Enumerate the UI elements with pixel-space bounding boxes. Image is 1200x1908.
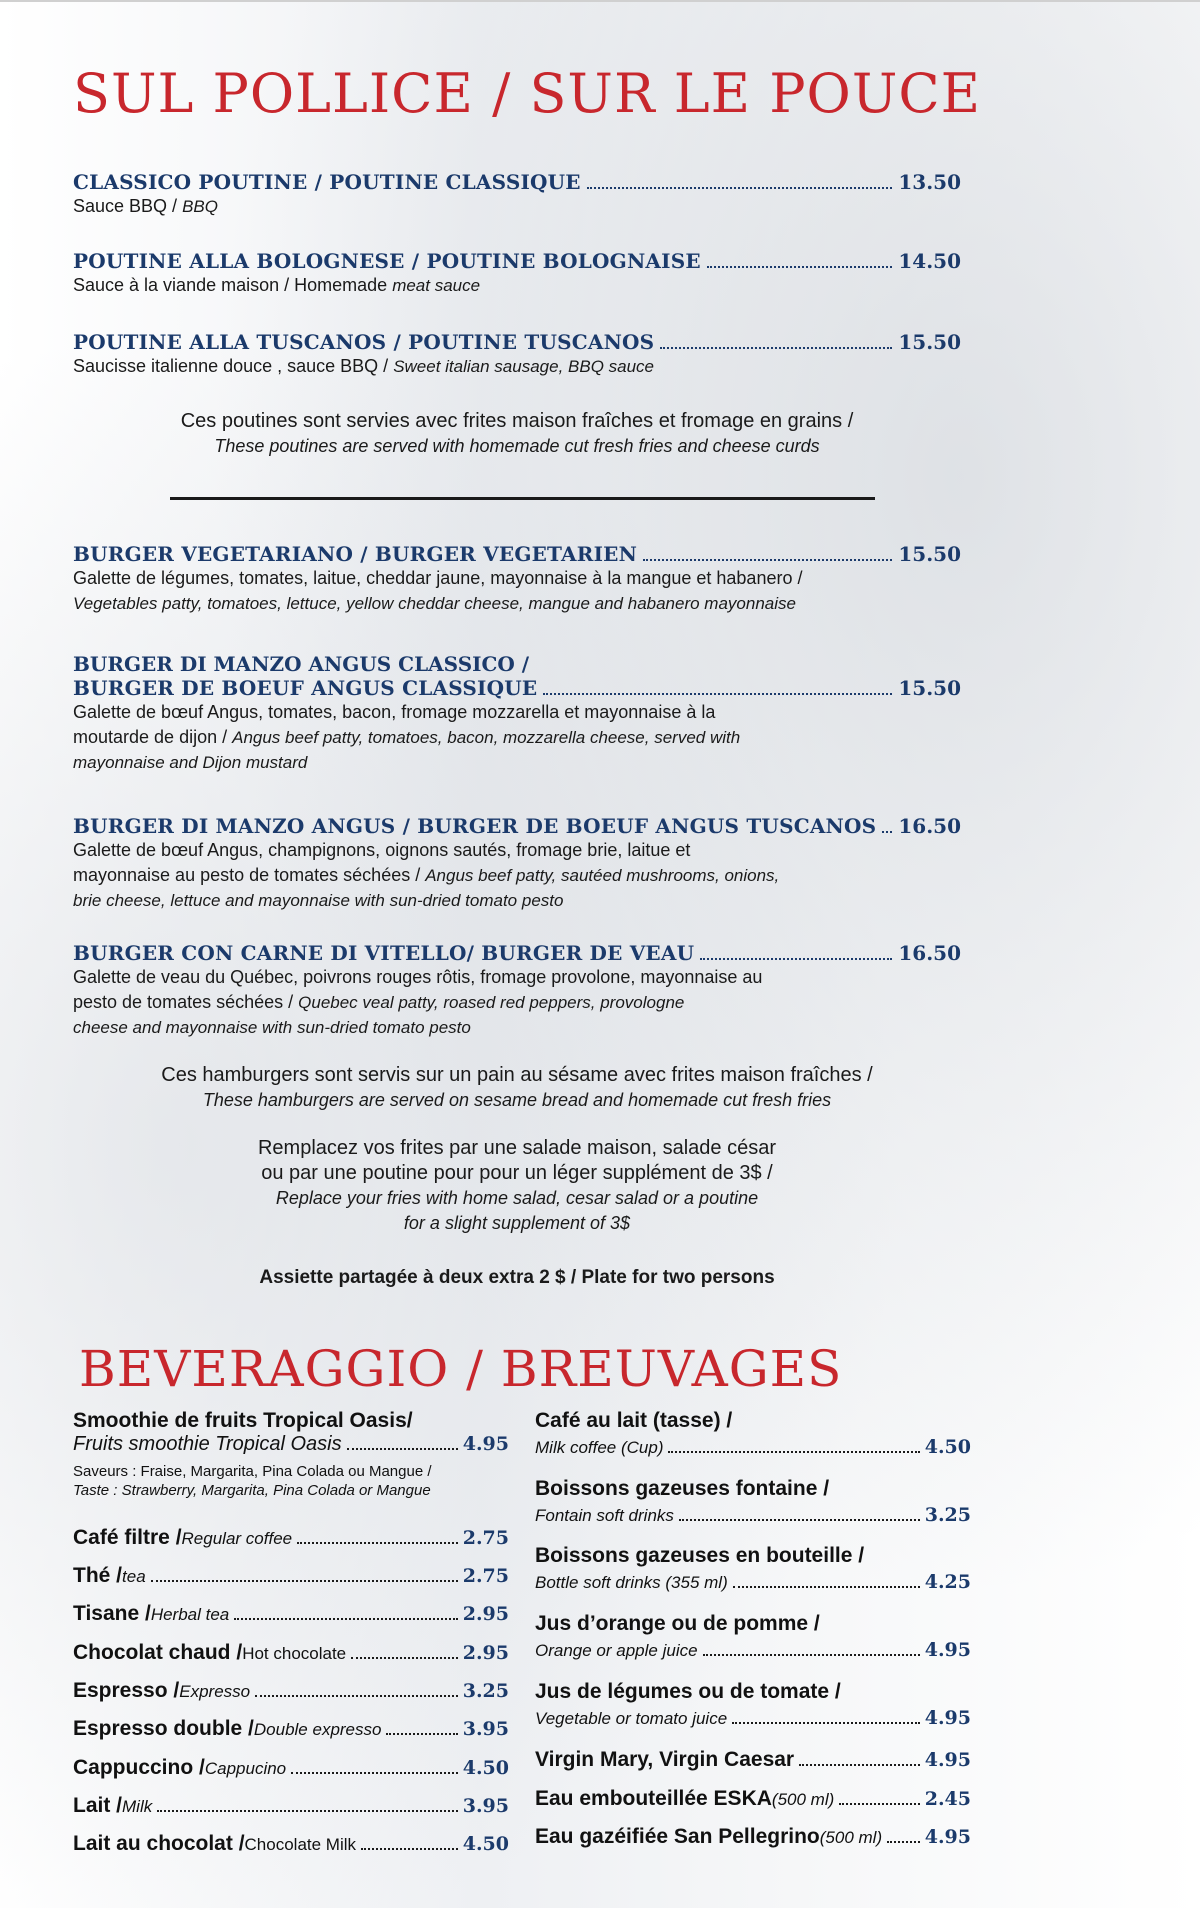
menu-item-burger-angus-classique (73, 652, 961, 775)
item-description: Galette de bœuf Angus, champignons, oignons sautés, fromage brie, laitue et mayonnaise au pesto de tomates séchées / Angus beef patty, sautéed mushrooms, onions, brie cheese, lettuce and mayonnaise with sun-dried tomato pesto (73, 840, 780, 910)
item-name: BURGER VEGETARIANO / BURGER VEGETARIEN (73, 542, 638, 566)
drink-subtitle: Milk (122, 1797, 153, 1816)
drink-name: Eau gazéifiée San Pellegrino (535, 1825, 820, 1848)
leader-dots (234, 1617, 457, 1620)
leader-dots (707, 265, 893, 268)
leader-dots (255, 1694, 458, 1697)
drink-name: Espresso double / (73, 1717, 254, 1740)
leader-dots (882, 830, 892, 833)
drink-smoothie (73, 1409, 509, 1500)
drink-subtitle: Orange or apple juice (535, 1641, 698, 1660)
leader-dots (799, 1763, 920, 1766)
drink-jus-orange (535, 1612, 971, 1661)
item-price: 15.50 (898, 330, 961, 354)
item-name: POUTINE ALLA BOLOGNESE / POUTINE BOLOGNAISE (73, 249, 701, 273)
drink-name: Lait / (73, 1794, 123, 1817)
item-name: BURGER CON CARNE DI VITELLO/ BURGER DE VEAU (73, 941, 695, 965)
leader-dots (351, 1656, 458, 1659)
replace-fries-note: Remplacez vos frites par une salade maison, salade césar ou par une poutine pour pour un léger supplément de 3$ / Replace your fries with home salad, cesar salad or a poutine for a slight supplement of 3$ (257, 1137, 777, 1233)
burger-note: Ces hamburgers sont servis sur un pain au sésame avec frites maison fraîches / These hamburgers are served on sesame bread and homemade cut fresh fries (161, 1064, 873, 1110)
drink-gazeuses-fontaine (535, 1477, 971, 1526)
drink-gazeuses-bouteille (535, 1544, 971, 1593)
drink-name: Virgin Mary, Virgin Caesar (535, 1748, 795, 1771)
menu-item-burger-angus-tuscanos (73, 814, 961, 913)
drink-espresso (73, 1679, 509, 1703)
drink-price: 4.25 (924, 1571, 971, 1593)
item-price: 15.50 (898, 676, 961, 700)
leader-dots (543, 692, 892, 695)
item-description: Galette de veau du Québec, poivrons rouges rôtis, fromage provolone, mayonnaise au pesto de tomates séchées / Quebec veal patty, roased red peppers, provologne cheese and mayonnaise with sun-dried tomato pesto (73, 967, 763, 1037)
section-divider (170, 497, 875, 500)
drink-subtitle: Chocolate Milk (244, 1835, 357, 1854)
item-description: Galette de bœuf Angus, tomates, bacon, fromage mozzarella et mayonnaise à la moutarde de dijon / Angus beef patty, tomatoes, bacon, mozzarella cheese, served with mayonnaise and Dijon mustard (73, 702, 741, 772)
section-title-sur-le-pouce: SUL POLLICE / SUR LE POUCE (73, 62, 982, 125)
item-name: BURGER DI MANZO ANGUS / BURGER DE BOEUF ANGUS TUSCANOS (73, 814, 877, 838)
drink-name: Boissons gazeuses fontaine / (535, 1477, 830, 1500)
item-name: CLASSICO POUTINE / POUTINE CLASSIQUE (73, 170, 581, 194)
menu-item-poutine-tuscanos (73, 330, 961, 379)
leader-dots (361, 1847, 458, 1850)
drink-price: 2.45 (924, 1788, 971, 1810)
leader-dots (732, 1721, 920, 1724)
item-description: Galette de légumes, tomates, laitue, cheddar jaune, mayonnaise à la mangue et habanero / Vegetables patty, tomatoes, lettuce, yellow cheddar cheese, mangue and habanero mayonnaise (73, 568, 803, 613)
drink-price: 4.95 (924, 1826, 971, 1848)
drink-name: Lait au chocolat / (73, 1832, 245, 1855)
drink-name: Café filtre / (73, 1526, 182, 1549)
drink-name: Chocolat chaud / (73, 1641, 243, 1664)
drink-lait-chocolat (73, 1832, 509, 1856)
drink-lait (73, 1794, 509, 1818)
item-price: 16.50 (898, 814, 961, 838)
leader-dots (887, 1840, 920, 1843)
drink-subtitle: Expresso (179, 1682, 251, 1701)
drink-subtitle: Fontain soft drinks (535, 1506, 674, 1525)
drink-cafe-au-lait (535, 1409, 971, 1458)
leader-dots (703, 1653, 920, 1656)
drink-subtitle: Fruits smoothie Tropical Oasis (73, 1433, 342, 1455)
drink-jus-legumes (535, 1680, 971, 1729)
drink-subtitle: Herbal tea (150, 1605, 230, 1624)
drink-subtitle: Hot chocolate (242, 1644, 347, 1663)
poutine-note: Ces poutines sont servies avec frites maison fraîches et fromage en grains / These poutines are served with homemade cut fresh fries and cheese curds (180, 410, 854, 456)
menu-item-poutine-bolognaise (73, 249, 961, 298)
item-price: 14.50 (898, 249, 961, 273)
drink-eau-eska (535, 1787, 971, 1811)
leader-dots (291, 1771, 458, 1774)
drink-name: Boissons gazeuses en bouteille / (535, 1544, 865, 1567)
item-description: Sauce à la viande maison / Homemade meat sauce (73, 275, 481, 295)
leader-dots (151, 1579, 458, 1582)
drink-subtitle: Vegetable or tomato juice (535, 1709, 728, 1728)
drink-subtitle: Cappucino (204, 1759, 287, 1778)
drink-name: Smoothie de fruits Tropical Oasis/ (73, 1409, 413, 1432)
drink-price: 4.50 (462, 1833, 509, 1855)
drink-price: 3.95 (462, 1718, 509, 1740)
drink-subtitle: Regular coffee (181, 1529, 293, 1548)
leader-dots (347, 1447, 458, 1450)
leader-dots (668, 1450, 919, 1453)
drink-price: 3.25 (924, 1504, 971, 1526)
drink-subtitle: Double expresso (253, 1720, 382, 1739)
drink-tisane (73, 1602, 509, 1626)
drink-name: Jus de légumes ou de tomate / (535, 1680, 841, 1703)
drink-name: Espresso / (73, 1679, 180, 1702)
leader-dots (839, 1802, 919, 1805)
item-description: Sauce BBQ / BBQ (73, 196, 218, 216)
drink-san-pellegrino (535, 1825, 971, 1849)
drink-price: 3.95 (462, 1795, 509, 1817)
leader-dots (733, 1585, 920, 1588)
drink-price: 4.95 (924, 1707, 971, 1729)
drink-price: 2.75 (462, 1565, 509, 1587)
leader-dots (679, 1518, 920, 1521)
drink-name: Tisane / (73, 1602, 151, 1625)
drink-name: Café au lait (tasse) / (535, 1409, 733, 1432)
drink-price: 4.50 (924, 1436, 971, 1458)
drink-subtitle: Bottle soft drinks (355 ml) (535, 1573, 728, 1592)
smoothie-flavors: Saveurs : Fraise, Margarita, Pina Colada ou Mangue / Taste : Strawberry, Margarita, Pina Colada or Mangue (73, 1463, 432, 1499)
leader-dots (297, 1541, 458, 1544)
drink-price: 2.75 (462, 1527, 509, 1549)
section-title-breuvages: BEVERAGGIO / BREUVAGES (79, 1340, 843, 1398)
drink-espresso-double (73, 1717, 509, 1741)
item-price: 13.50 (898, 170, 961, 194)
leader-dots (660, 346, 892, 349)
drink-name: Cappuccino / (73, 1756, 205, 1779)
drink-virgin-mary (535, 1748, 971, 1772)
leader-dots (643, 558, 892, 561)
drink-price: 4.50 (462, 1757, 509, 1779)
drink-subtitle: (500 ml) (819, 1828, 883, 1847)
leader-dots (700, 957, 892, 960)
item-price: 15.50 (898, 542, 961, 566)
drink-cappuccino (73, 1756, 509, 1780)
item-price: 16.50 (898, 941, 961, 965)
drink-subtitle: (500 ml) (771, 1790, 835, 1809)
drink-cafe-filtre (73, 1526, 509, 1550)
menu-item-burger-de-veau (73, 941, 961, 1040)
menu-item-poutine-classique (73, 170, 961, 219)
drink-name: Eau embouteillée ESKA (535, 1787, 772, 1810)
drink-price: 2.95 (462, 1642, 509, 1664)
item-description: Saucisse italienne douce , sauce BBQ / Sweet italian sausage, BBQ sauce (73, 356, 655, 376)
drink-subtitle: tea (122, 1567, 146, 1586)
shared-plate-note: Assiette partagée à deux extra 2 $ / Plate for two persons (259, 1267, 775, 1288)
item-name-line1: BURGER DI MANZO ANGUS CLASSICO / (73, 652, 530, 676)
drink-name: Thé / (73, 1564, 123, 1587)
item-name: BURGER DE BOEUF ANGUS CLASSIQUE (73, 676, 538, 700)
menu-item-burger-vegetarien (73, 542, 961, 616)
drink-the (73, 1564, 509, 1588)
drink-price: 4.95 (924, 1639, 971, 1661)
drink-price: 4.95 (924, 1749, 971, 1771)
drink-price: 2.95 (462, 1603, 509, 1625)
leader-dots (587, 186, 893, 189)
drink-price: 3.25 (462, 1680, 509, 1702)
leader-dots (386, 1732, 457, 1735)
drink-subtitle: Milk coffee (Cup) (535, 1438, 664, 1457)
top-border (0, 0, 1200, 2)
drink-chocolat-chaud (73, 1641, 509, 1665)
item-name: POUTINE ALLA TUSCANOS / POUTINE TUSCANOS (73, 330, 655, 354)
leader-dots (157, 1809, 457, 1812)
drink-name: Jus d’orange ou de pomme / (535, 1612, 820, 1635)
drink-price: 4.95 (462, 1433, 509, 1455)
